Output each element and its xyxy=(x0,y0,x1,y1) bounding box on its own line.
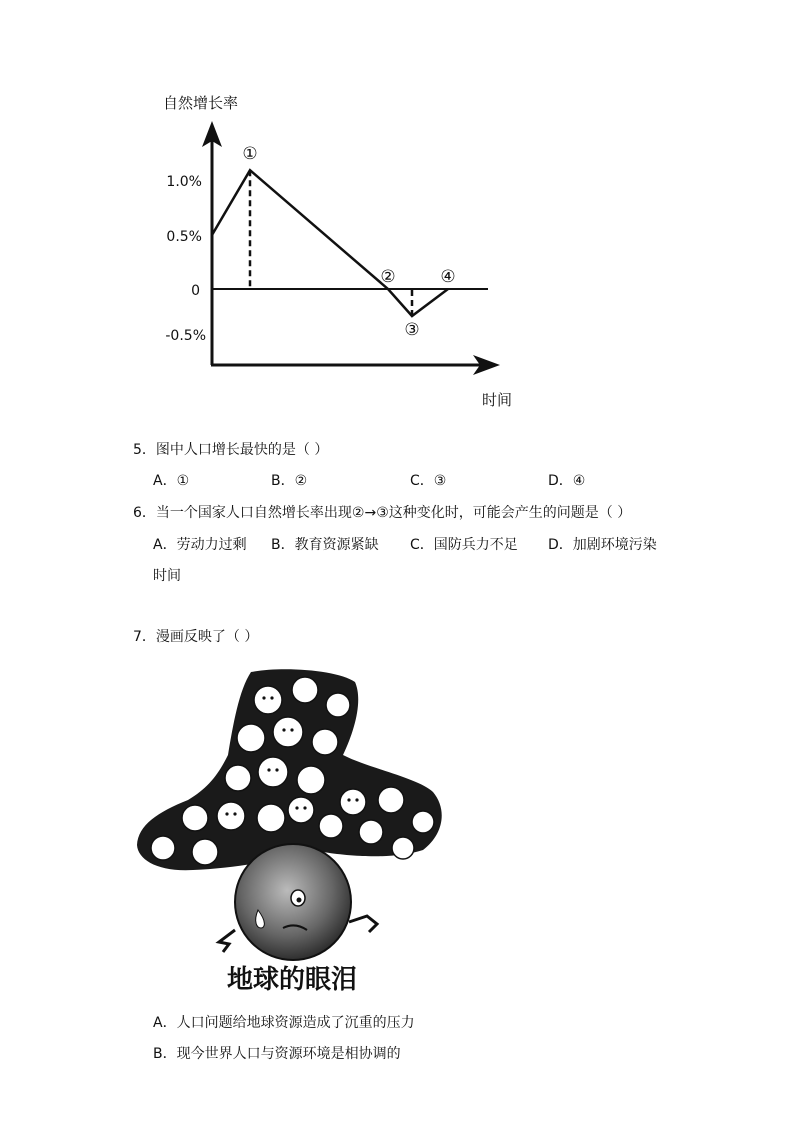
y-tick-label: 1.0% xyxy=(166,174,202,190)
cartoon-caption: 地球的眼泪 xyxy=(226,965,358,995)
point-label: ③ xyxy=(404,320,420,340)
y-tick-label: -0.5% xyxy=(165,328,206,344)
y-tick-label: 0 xyxy=(191,283,200,299)
question-7-stem: 7．漫画反映了（ ） xyxy=(133,629,259,645)
population-growth-chart xyxy=(150,85,530,415)
q5-option-c[interactable]: C．③ xyxy=(410,473,447,489)
x-axis-label: 时间 xyxy=(482,391,513,409)
y-axis-label: 自然增长率 xyxy=(163,94,239,112)
question-6-stem: 6．当一个国家人口自然增长率出现②→③这种变化时，可能会产生的问题是（ ） xyxy=(133,505,632,521)
q6-extra-text: 时间 xyxy=(153,568,181,584)
earth-pupil xyxy=(297,898,302,903)
point-label: ① xyxy=(242,144,258,165)
q7-option-a[interactable]: A．人口问题给地球资源造成了沉重的压力 xyxy=(153,1015,415,1031)
q6-option-d[interactable]: D．加剧环境污染 xyxy=(548,537,657,553)
q7-option-b[interactable]: B．现今世界人口与资源环境是相协调的 xyxy=(153,1046,401,1062)
q6-option-c[interactable]: C．国防兵力不足 xyxy=(410,537,518,553)
cartoon-earth-tears xyxy=(133,660,451,1000)
y-tick-label: 0.5% xyxy=(166,229,202,245)
point-label: ② xyxy=(380,267,396,287)
q6-option-a[interactable]: A．劳动力过剩 xyxy=(153,537,247,553)
point-label: ④ xyxy=(440,267,456,287)
question-5-stem: 5．图中人口增长最快的是（ ） xyxy=(133,442,329,458)
q5-option-d[interactable]: D．④ xyxy=(548,473,586,489)
q6-option-b[interactable]: B．教育资源紧缺 xyxy=(271,537,379,553)
q5-option-a[interactable]: A．① xyxy=(153,473,190,489)
q5-option-b[interactable]: B．② xyxy=(271,473,308,489)
earth-hand-right xyxy=(349,916,377,932)
earth-hand-left xyxy=(219,930,235,952)
